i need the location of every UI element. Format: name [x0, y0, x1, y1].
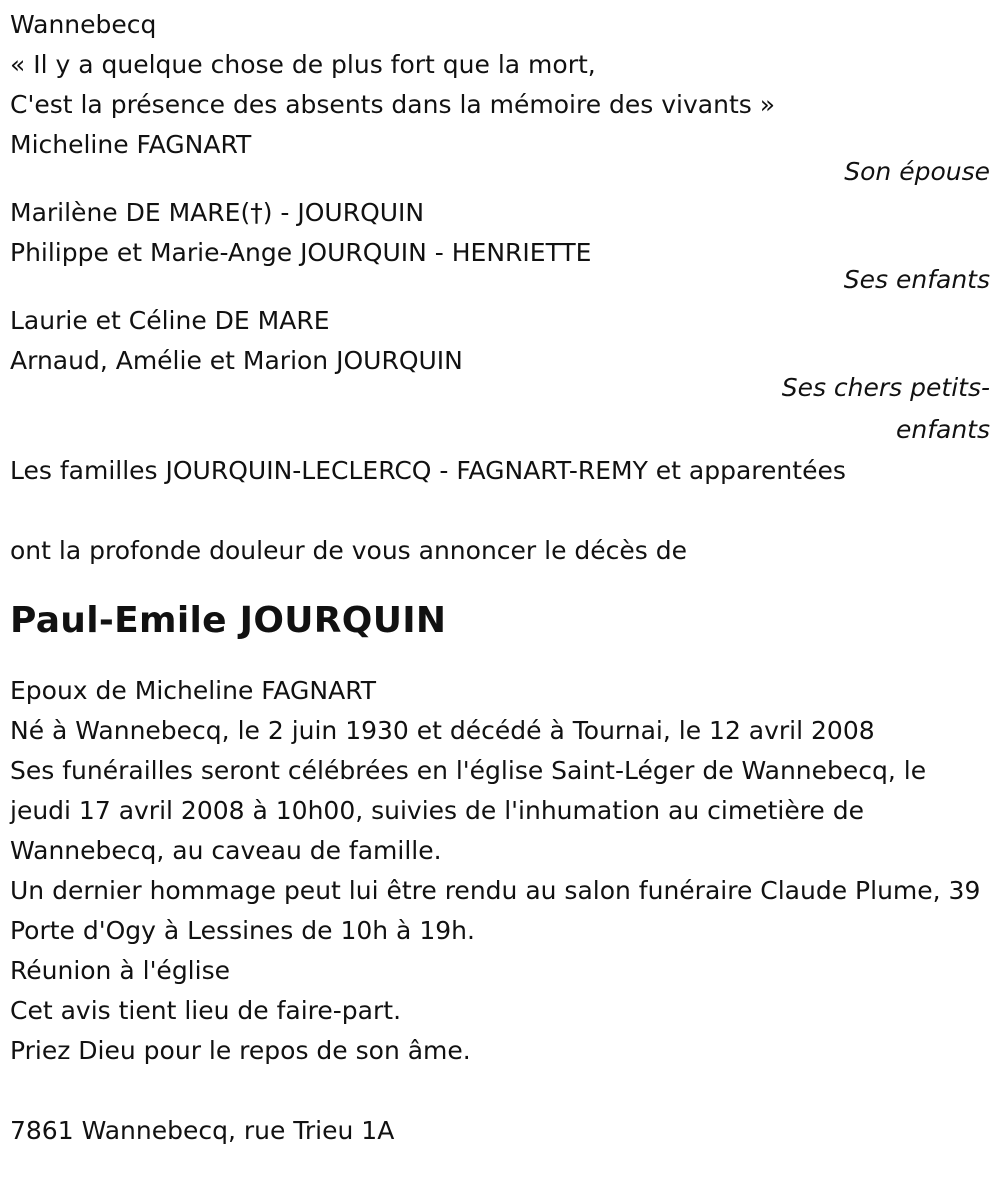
family-role-label: Ses chers petits-enfants — [781, 373, 990, 444]
funeral-details: Ses funérailles seront célébrées en l'église Saint-Léger de Wannebecq, le jeudi 17 avril 2008 à 10h00, suivies de l'inhumation au cimetière de Wannebecq, au caveau de famille. — [10, 756, 927, 865]
homage-details: Un dernier hommage peut lui être rendu au salon funéraire Claude Plume, 39 Porte d'Ogy à Lessines de 10h à 19h. — [10, 876, 981, 945]
quote-line-2: C'est la présence des absents dans la mémoire des vivants » — [10, 90, 776, 119]
family-group-spouse — [10, 125, 990, 193]
place-name: Wannebecq — [10, 10, 157, 39]
family-role-label: Son épouse — [844, 157, 990, 186]
families-line: Les familles JOURQUIN-LECLERCQ - FAGNART-REMY et apparentées — [10, 456, 846, 485]
announcement-text: ont la profonde douleur de vous annoncer le décès de — [10, 536, 688, 565]
family-group-children — [10, 193, 990, 301]
family-member-name: Philippe et Marie-Ange JOURQUIN - HENRIETTE — [10, 238, 592, 267]
family-member-name: Micheline FAGNART — [10, 130, 252, 159]
address-line: 7861 Wannebecq, rue Trieu 1A — [10, 1116, 395, 1145]
spouse-line: Epoux de Micheline FAGNART — [10, 676, 377, 705]
family-group-grandchildren — [10, 301, 990, 451]
family-member-name: Arnaud, Amélie et Marion JOURQUIN — [10, 346, 463, 375]
family-role-label: Ses enfants — [843, 265, 990, 294]
prayer-line: Priez Dieu pour le repos de son âme. — [10, 1036, 471, 1065]
quote-line-1: « Il y a quelque chose de plus fort que la mort, — [10, 50, 596, 79]
meeting-line: Réunion à l'église — [10, 956, 230, 985]
family-member-name: Laurie et Céline DE MARE — [10, 306, 330, 335]
birth-death-line: Né à Wannebecq, le 2 juin 1930 et décédé à Tournai, le 12 avril 2008 — [10, 716, 875, 745]
family-member-name: Marilène DE MARE(†) - JOURQUIN — [10, 198, 425, 227]
deceased-name: Paul-Emile JOURQUIN — [10, 600, 447, 641]
notice-line: Cet avis tient lieu de faire-part. — [10, 996, 402, 1025]
